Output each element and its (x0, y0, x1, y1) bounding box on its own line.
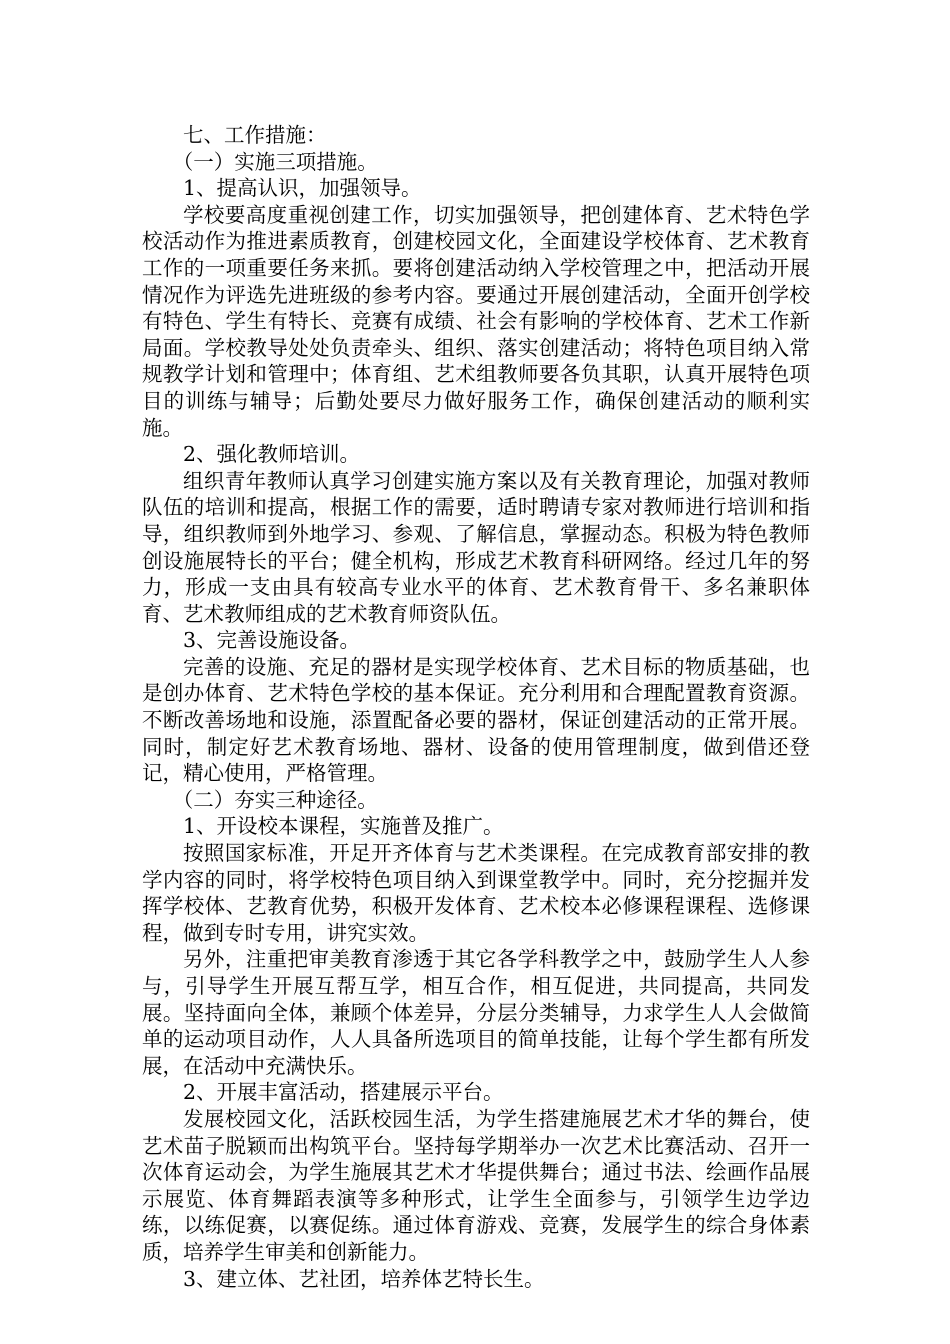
section-heading-measures: 七、工作措施： (183, 123, 327, 147)
item-heading-clubs: 3、建立体、艺社团，培养体艺特长生。 (183, 1266, 545, 1291)
document-body (142, 122, 810, 1292)
paragraph-facilities: 完善的设施、充足的器材是实现学校体育、艺术目标的物质基础，也是创办体育、艺术特色学校的基本保证。充分利用和合理配置教育资源。不断改善场地和设施，添置配备必要的器材，保证创建活动的正常开展。同时，制定好艺术教育场地、器材、设备的使用管理制度，做到借还登记，精心使用，严格管理。 (142, 654, 810, 786)
paragraph-activities: 发展校园文化，活跃校园生活，为学生搭建施展艺术才华的舞台，使艺术苗子脱颖而出构筑平台。坚持每学期举办一次艺术比赛活动、召开一次体育运动会，为学生施展其艺术才华提供舞台；通过书法、绘画作品展示展览、体育舞蹈表演等多种形式，让学生全面参与，引领学生边学边练，以练促赛，以赛促练。通过体育游戏、竞赛，发展学生的综合身体素质，培养学生审美和创新能力。 (142, 1106, 810, 1264)
paragraph-teacher-training: 组织青年教师认真学习创建实施方案以及有关教育理论，加强对教师队伍的培训和提高，根据工作的需要，适时聘请专家对教师进行培训和指导，组织教师到外地学习、参观、了解信息，掌握动态。积极为特色教师创设施展特长的平台；健全机构，形成艺术教育科研网络。经过几年的努力，形成一支由具有较高专业水平的体育、艺术教育骨干、多名兼职体育、艺术教师组成的艺术教育师资队伍。 (142, 468, 810, 626)
item-heading-activities: 2、开展丰富活动，搭建展示平台。 (183, 1080, 504, 1105)
subsection-heading-three-measures: （一）实施三项措施。 (172, 149, 378, 174)
item-heading-awareness: 1、提高认识，加强领导。 (183, 176, 422, 201)
item-heading-facilities: 3、完善设施设备。 (183, 628, 361, 653)
paragraph-courses: 按照国家标准，开足开齐体育与艺术类课程。在完成教育部安排的教学内容的同时，将学校特色项目纳入到课堂教学中。同时，充分挖掘并发挥学校体、艺教育优势，积极开发体育、艺术校本必修课程课程、选修课程，做到专时专用，讲究实效。 (142, 841, 810, 945)
item-heading-teacher-training: 2、强化教师培训。 (183, 442, 361, 467)
paragraph-leadership: 学校要高度重视创建工作，切实加强领导，把创建体育、艺术特色学校活动作为推进素质教育，创建校园文化，全面建设学校体育、艺术教育工作的一项重要任务来抓。要将创建活动纳入学校管理之中，把活动开展情况作为评选先进班级的参考内容。要通过开展创建活动，全面开创学校有特色、学生有特长、竞赛有成绩、社会有影响的学校体育、艺术工作新局面。学校教导处处负责牵头、组织、落实创建活动；将特色项目纳入常规教学计划和管理中；体育组、艺术组教师要各负其职，认真开展特色项目的训练与辅导；后勤处要尽力做好服务工作，确保创建活动的顺利实施。 (142, 202, 810, 440)
item-heading-courses: 1、开设校本课程，实施普及推广。 (183, 814, 504, 839)
subsection-heading-three-ways: （二）夯实三种途径。 (172, 787, 378, 812)
paragraph-aesthetic-education: 另外，注重把审美教育渗透于其它各学科教学之中，鼓励学生人人参与，引导学生开展互帮互学，相互合作，相互促进，共同提高，共同发展。坚持面向全体，兼顾个体差异，分层分类辅导，力求学生人人会做简单的运动项目动作，人人具备所选项目的简单技能，让每个学生都有所发展，在活动中充满快乐。 (142, 947, 810, 1078)
